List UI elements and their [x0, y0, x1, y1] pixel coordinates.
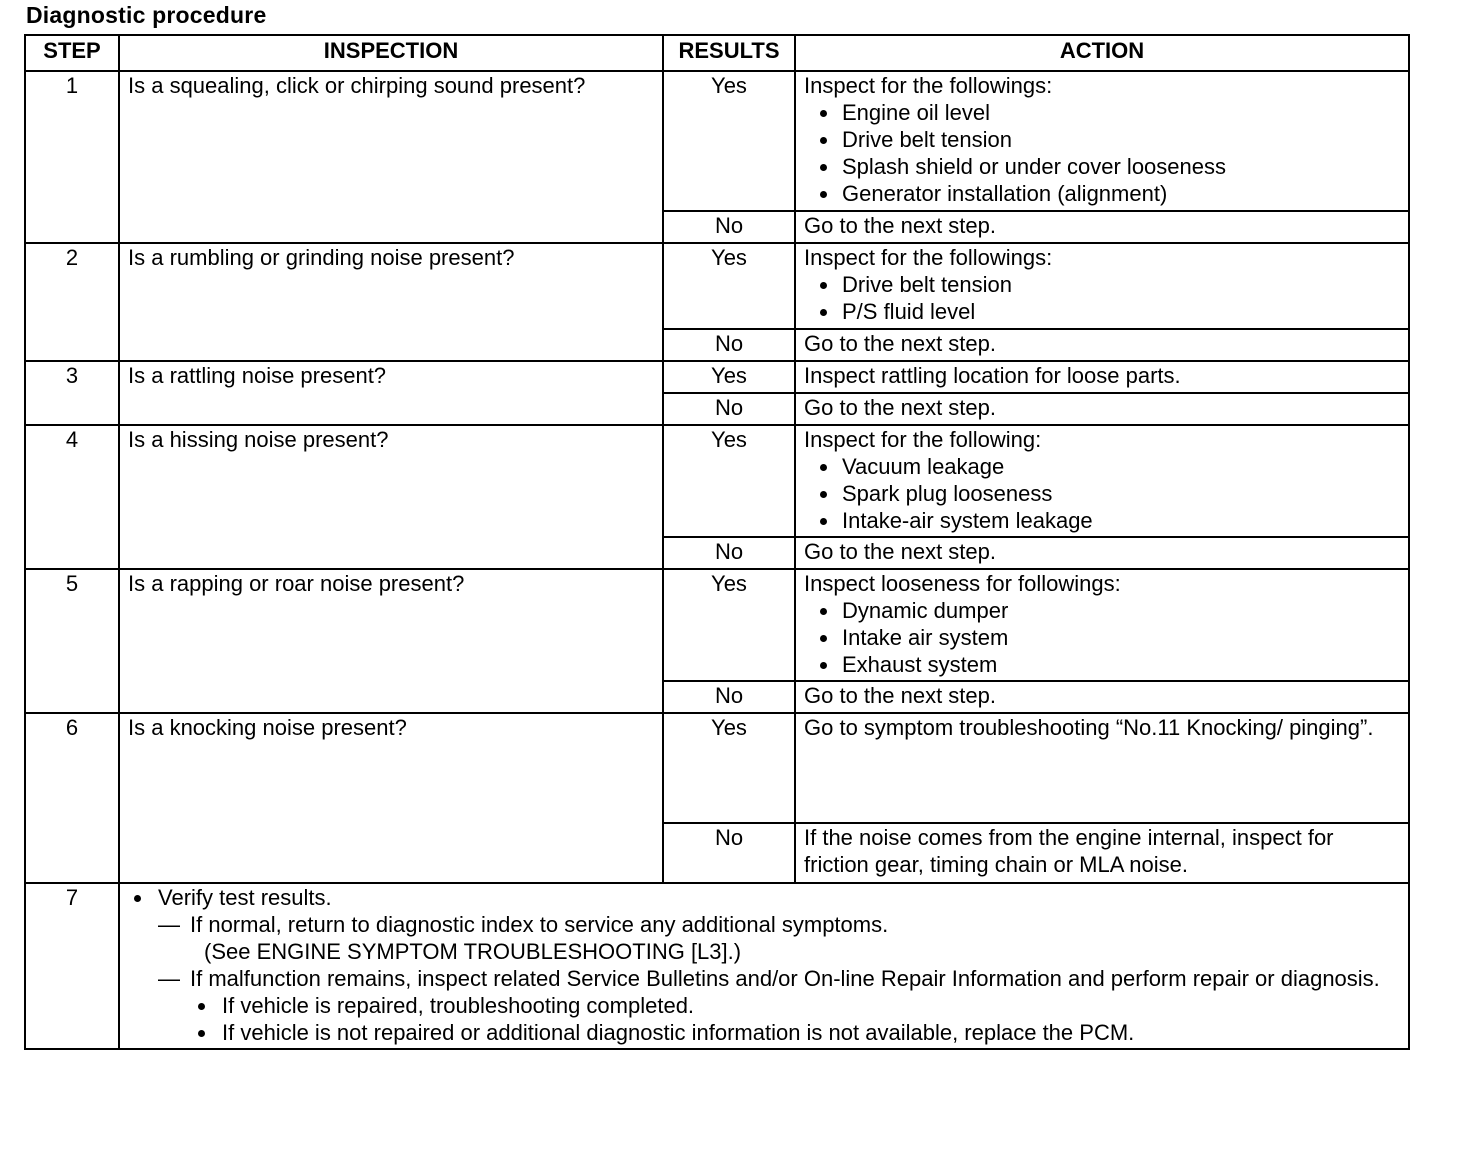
action-yes — [795, 425, 1409, 537]
see-reference: (See ENGINE SYMPTOM TROUBLESHOOTING [L3].) — [204, 939, 742, 964]
result-yes: Yes — [663, 713, 795, 823]
action-yes: Inspect rattling location for loose parts. — [795, 361, 1409, 393]
action-item: P/S fluid level — [810, 298, 1400, 325]
malfunction-text: If malfunction remains, inspect related Service Bulletins and/or On-line Repair Information and perform repair or diagnosis. — [190, 966, 1380, 991]
header-action: ACTION — [795, 35, 1409, 71]
step-number: 2 — [25, 243, 119, 361]
action-intro: Inspect for the followings: — [804, 73, 1053, 98]
diagnostic-table — [24, 34, 1410, 1050]
result-yes: Yes — [663, 71, 795, 211]
result-no: No — [663, 211, 795, 243]
action-yes — [795, 71, 1409, 211]
action-item: Spark plug looseness — [810, 480, 1400, 507]
action-list — [804, 597, 1400, 678]
malfunction-line — [128, 965, 1400, 992]
page-title: Diagnostic procedure — [26, 2, 267, 28]
action-intro: Inspect for the following: — [804, 427, 1042, 452]
result-no: No — [663, 329, 795, 361]
action-item: Vacuum leakage — [810, 453, 1400, 480]
inspection-question: Is a hissing noise present? — [119, 425, 663, 569]
action-item: Drive belt tension — [810, 271, 1400, 298]
header-inspection: INSPECTION — [119, 35, 663, 71]
inspection-question: Is a knocking noise present? — [119, 713, 663, 883]
not-repaired-bullet: If vehicle is not repaired or additional diagnostic information is not available, replace the PCM. — [128, 1019, 1400, 1046]
verify-bullet: Verify test results. — [128, 884, 1400, 911]
step-5-yes-row — [25, 569, 1409, 681]
inspection-question: Is a squealing, click or chirping sound present? — [119, 71, 663, 243]
action-item: Dynamic dumper — [810, 597, 1400, 624]
action-item: Intake-air system leakage — [810, 507, 1400, 534]
action-list — [804, 453, 1400, 534]
inspection-question: Is a rapping or roar noise present? — [119, 569, 663, 713]
action-intro: Inspect looseness for followings: — [804, 571, 1121, 596]
result-no: No — [663, 681, 795, 713]
action-item: Exhaust system — [810, 651, 1400, 678]
step-number: 4 — [25, 425, 119, 569]
action-yes — [795, 569, 1409, 681]
action-no: Go to the next step. — [795, 211, 1409, 243]
action-yes: Go to symptom troubleshooting “No.11 Knocking/ pinging”. — [795, 713, 1409, 823]
header-step: STEP — [25, 35, 119, 71]
result-yes: Yes — [663, 361, 795, 393]
normal-line — [128, 911, 1400, 938]
dash-mark: — — [158, 912, 180, 937]
step-number: 6 — [25, 713, 119, 883]
step-4-yes-row — [25, 425, 1409, 537]
result-yes: Yes — [663, 243, 795, 329]
result-no: No — [663, 823, 795, 883]
action-no: Go to the next step. — [795, 393, 1409, 425]
action-no: Go to the next step. — [795, 537, 1409, 569]
inspection-question: Is a rattling noise present? — [119, 361, 663, 425]
step-number: 3 — [25, 361, 119, 425]
action-no: If the noise comes from the engine internal, inspect for friction gear, timing chain or MLA noise. — [795, 823, 1409, 883]
result-yes: Yes — [663, 425, 795, 537]
step-2-yes-row — [25, 243, 1409, 329]
action-item: Drive belt tension — [810, 126, 1400, 153]
dash-mark: — — [158, 966, 180, 991]
action-no: Go to the next step. — [795, 329, 1409, 361]
step-7-content — [119, 883, 1409, 1049]
header-results: RESULTS — [663, 35, 795, 71]
action-item: Splash shield or under cover looseness — [810, 153, 1400, 180]
action-item: Generator installation (alignment) — [810, 180, 1400, 207]
normal-text: If normal, return to diagnostic index to service any additional symptoms. — [190, 912, 889, 937]
action-list — [804, 99, 1400, 207]
repaired-bullet: If vehicle is repaired, troubleshooting completed. — [128, 992, 1400, 1019]
step-6-yes-row — [25, 713, 1409, 823]
action-item: Engine oil level — [810, 99, 1400, 126]
result-no: No — [663, 393, 795, 425]
result-yes: Yes — [663, 569, 795, 681]
step-1-yes-row — [25, 71, 1409, 211]
step-7-row — [25, 883, 1409, 1049]
result-no: No — [663, 537, 795, 569]
action-item: Intake air system — [810, 624, 1400, 651]
step-number: 5 — [25, 569, 119, 713]
step-number: 1 — [25, 71, 119, 243]
action-list — [804, 271, 1400, 325]
inspection-question: Is a rumbling or grinding noise present? — [119, 243, 663, 361]
step-number: 7 — [25, 883, 119, 1049]
action-no: Go to the next step. — [795, 681, 1409, 713]
step-3-yes-row — [25, 361, 1409, 393]
action-intro: Inspect for the followings: — [804, 245, 1053, 270]
action-yes — [795, 243, 1409, 329]
header-row — [25, 35, 1409, 71]
